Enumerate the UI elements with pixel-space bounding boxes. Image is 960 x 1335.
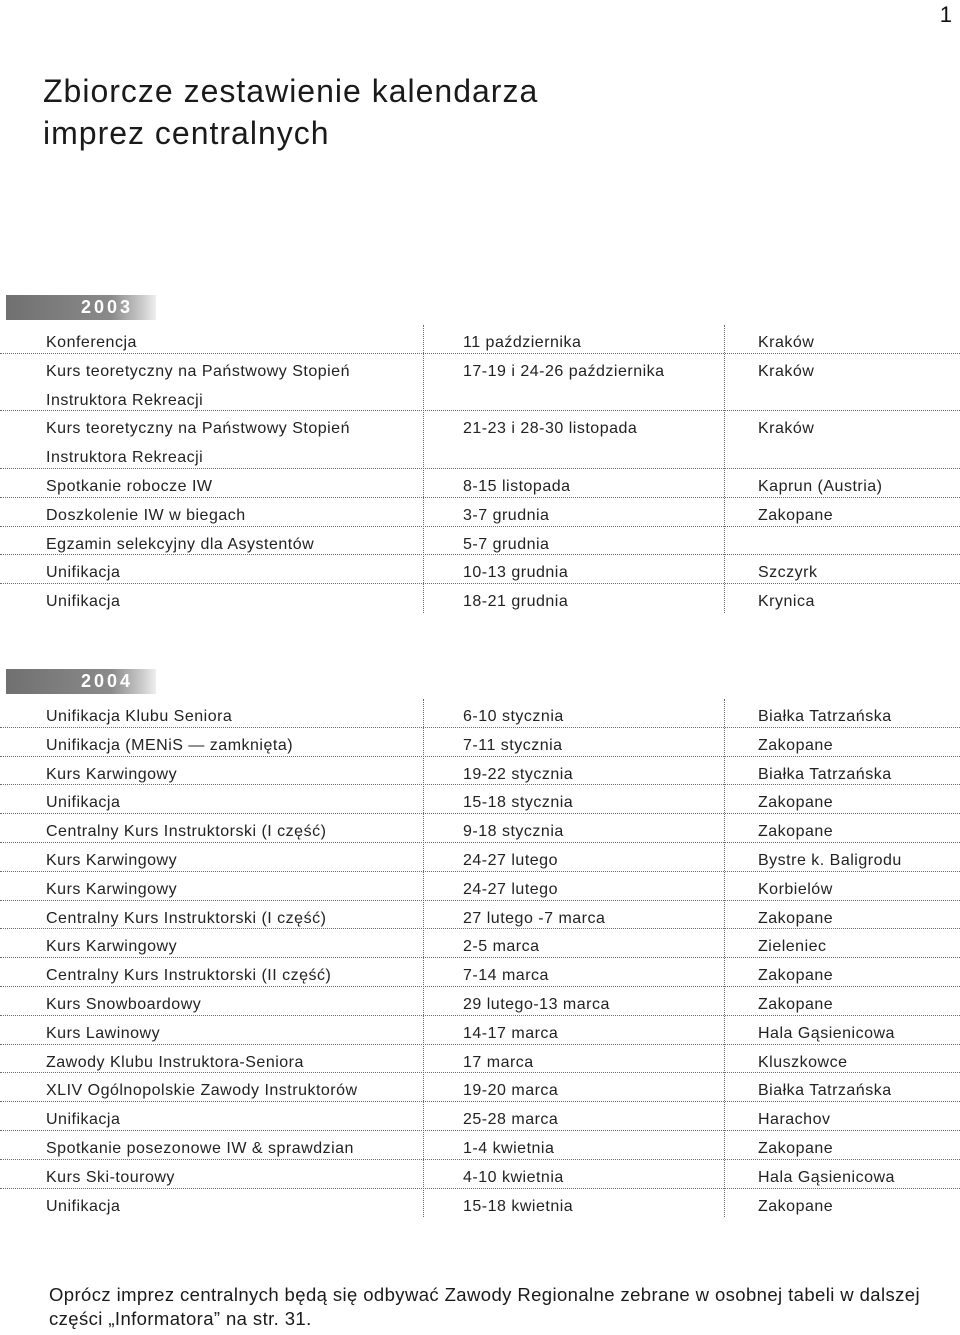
event-date: 8-15 listopada (463, 477, 571, 495)
table-row (0, 469, 960, 498)
table-row (0, 1073, 960, 1102)
table-row (0, 584, 960, 613)
event-place: Zakopane (758, 909, 834, 927)
event-place: Zakopane (758, 736, 834, 754)
event-name: Unifikacja (46, 593, 121, 611)
event-name: Kurs Karwingowy (46, 880, 178, 898)
event-date: 21-23 i 28-30 listopada (463, 420, 638, 438)
event-place: Kluszkowce (758, 1053, 848, 1071)
year-label: 2004 (81, 671, 134, 691)
table-row (0, 1131, 960, 1160)
event-place: Zakopane (758, 995, 834, 1013)
table-row (0, 1189, 960, 1218)
event-name: Centralny Kurs Instruktorski (I część) (46, 909, 327, 927)
event-date: 24-27 lutego (463, 880, 558, 898)
event-name: Kurs Lawinowy (46, 1024, 161, 1042)
event-name: Konferencja (46, 334, 137, 351)
event-date: 29 lutego-13 marca (463, 995, 610, 1013)
event-place: Kraków (758, 334, 815, 351)
event-place: Harachov (758, 1111, 831, 1129)
event-name: Unifikacja Klubu Seniora (46, 708, 233, 725)
event-place: Zakopane (758, 506, 834, 524)
event-place: Szczyrk (758, 564, 818, 582)
event-place: Zakopane (758, 1139, 834, 1157)
event-place: Zakopane (758, 1197, 834, 1215)
event-name: Unifikacja (MENiS — zamknięta) (46, 736, 294, 754)
event-name: Unifikacja (46, 1197, 121, 1215)
table-row (0, 901, 960, 930)
event-place: Kraków (758, 420, 815, 438)
table-row (0, 872, 960, 901)
event-place: Zieleniec (758, 938, 827, 956)
event-name: Unifikacja (46, 1111, 121, 1129)
event-date: 6-10 stycznia (463, 708, 564, 725)
event-place: Zakopane (758, 794, 834, 812)
event-date: 19-20 marca (463, 1082, 559, 1100)
table-row (0, 527, 960, 556)
event-date: 19-22 stycznia (463, 765, 574, 783)
event-date: 4-10 kwietnia (463, 1168, 564, 1186)
event-date: 24-27 lutego (463, 851, 558, 869)
event-name: Spotkanie robocze IW (46, 477, 213, 495)
event-date: 10-13 grudnia (463, 564, 569, 582)
event-date: 17-19 i 24-26 października (463, 362, 665, 380)
table-row (0, 843, 960, 872)
event-place: Kaprun (Austria) (758, 477, 883, 495)
event-date: 27 lutego -7 marca (463, 909, 606, 927)
event-place: Hala Gąsienicowa (758, 1168, 895, 1186)
table-row (0, 785, 960, 814)
event-date: 18-21 grudnia (463, 593, 569, 611)
event-date: 5-7 grudnia (463, 535, 550, 553)
event-name: Kurs teoretyczny na Państwowy Stopień Instruktora Rekreacji (46, 420, 350, 467)
table-row (0, 411, 960, 469)
event-date: 14-17 marca (463, 1024, 559, 1042)
event-place: Białka Tatrzańska (758, 765, 892, 783)
event-date: 9-18 stycznia (463, 823, 564, 841)
table-row (0, 958, 960, 987)
event-place: Bystre k. Baligrodu (758, 851, 902, 869)
table-row (0, 498, 960, 527)
page-number: 1 (939, 2, 952, 27)
table-row (0, 699, 960, 728)
table-row (0, 1045, 960, 1074)
event-date: 17 marca (463, 1053, 534, 1071)
event-name: Unifikacja (46, 794, 121, 812)
event-name: Unifikacja (46, 564, 121, 582)
year-label: 2003 (81, 297, 134, 317)
table-row (0, 325, 960, 354)
event-place: Korbielów (758, 880, 833, 898)
event-date: 15-18 stycznia (463, 794, 574, 812)
event-name: Zawody Klubu Instruktora-Seniora (46, 1053, 304, 1071)
event-date: 2-5 marca (463, 938, 540, 956)
event-name: Kurs Karwingowy (46, 938, 178, 956)
footer-note: Oprócz imprez centralnych będą się odbywać Zawody Regionalne zebrane w osobnej tabeli w dalszej części „Informatora” na str. 31. (49, 1284, 920, 1329)
event-date: 7-14 marca (463, 967, 549, 985)
table-row (0, 757, 960, 786)
year-banner (6, 669, 156, 694)
events-table (0, 325, 960, 613)
event-name: XLIV Ogólnopolskie Zawody Instruktorów (46, 1082, 358, 1100)
table-row (0, 1160, 960, 1189)
event-name: Kurs Ski-tourowy (46, 1168, 175, 1186)
events-table (0, 699, 960, 1217)
page-title (43, 70, 538, 154)
event-place: Kraków (758, 362, 815, 380)
event-name: Doszkolenie IW w biegach (46, 506, 246, 524)
event-place: Białka Tatrzańska (758, 708, 892, 725)
table-row (0, 929, 960, 958)
event-date: 25-28 marca (463, 1111, 559, 1129)
table-row (0, 814, 960, 843)
event-name: Egzamin selekcyjny dla Asystentów (46, 535, 315, 553)
table-row (0, 1102, 960, 1131)
event-name: Centralny Kurs Instruktorski (II część) (46, 967, 332, 985)
page-title-line-1: Zbiorcze zestawienie kalendarza (43, 73, 539, 109)
event-date: 1-4 kwietnia (463, 1139, 555, 1157)
event-name: Kurs Snowboardowy (46, 995, 202, 1013)
event-place: Zakopane (758, 823, 834, 841)
event-name: Kurs teoretyczny na Państwowy Stopień Instruktora Rekreacji (46, 362, 350, 409)
page-title-line-2: imprez centralnych (43, 115, 330, 151)
table-row (0, 728, 960, 757)
event-place: Hala Gąsienicowa (758, 1024, 895, 1042)
event-name: Centralny Kurs Instruktorski (I część) (46, 823, 327, 841)
table-row (0, 1016, 960, 1045)
event-place: Krynica (758, 593, 815, 611)
table-row (0, 987, 960, 1016)
event-place: Białka Tatrzańska (758, 1082, 892, 1100)
event-name: Kurs Karwingowy (46, 851, 178, 869)
event-place: Zakopane (758, 967, 834, 985)
table-row (0, 354, 960, 412)
event-date: 7-11 stycznia (463, 736, 563, 754)
event-date: 15-18 kwietnia (463, 1197, 574, 1215)
year-banner (6, 295, 156, 320)
event-name: Spotkanie posezonowe IW & sprawdzian (46, 1139, 354, 1157)
event-date: 3-7 grudnia (463, 506, 550, 524)
table-row (0, 555, 960, 584)
event-date: 11 października (463, 334, 582, 351)
event-name: Kurs Karwingowy (46, 765, 178, 783)
